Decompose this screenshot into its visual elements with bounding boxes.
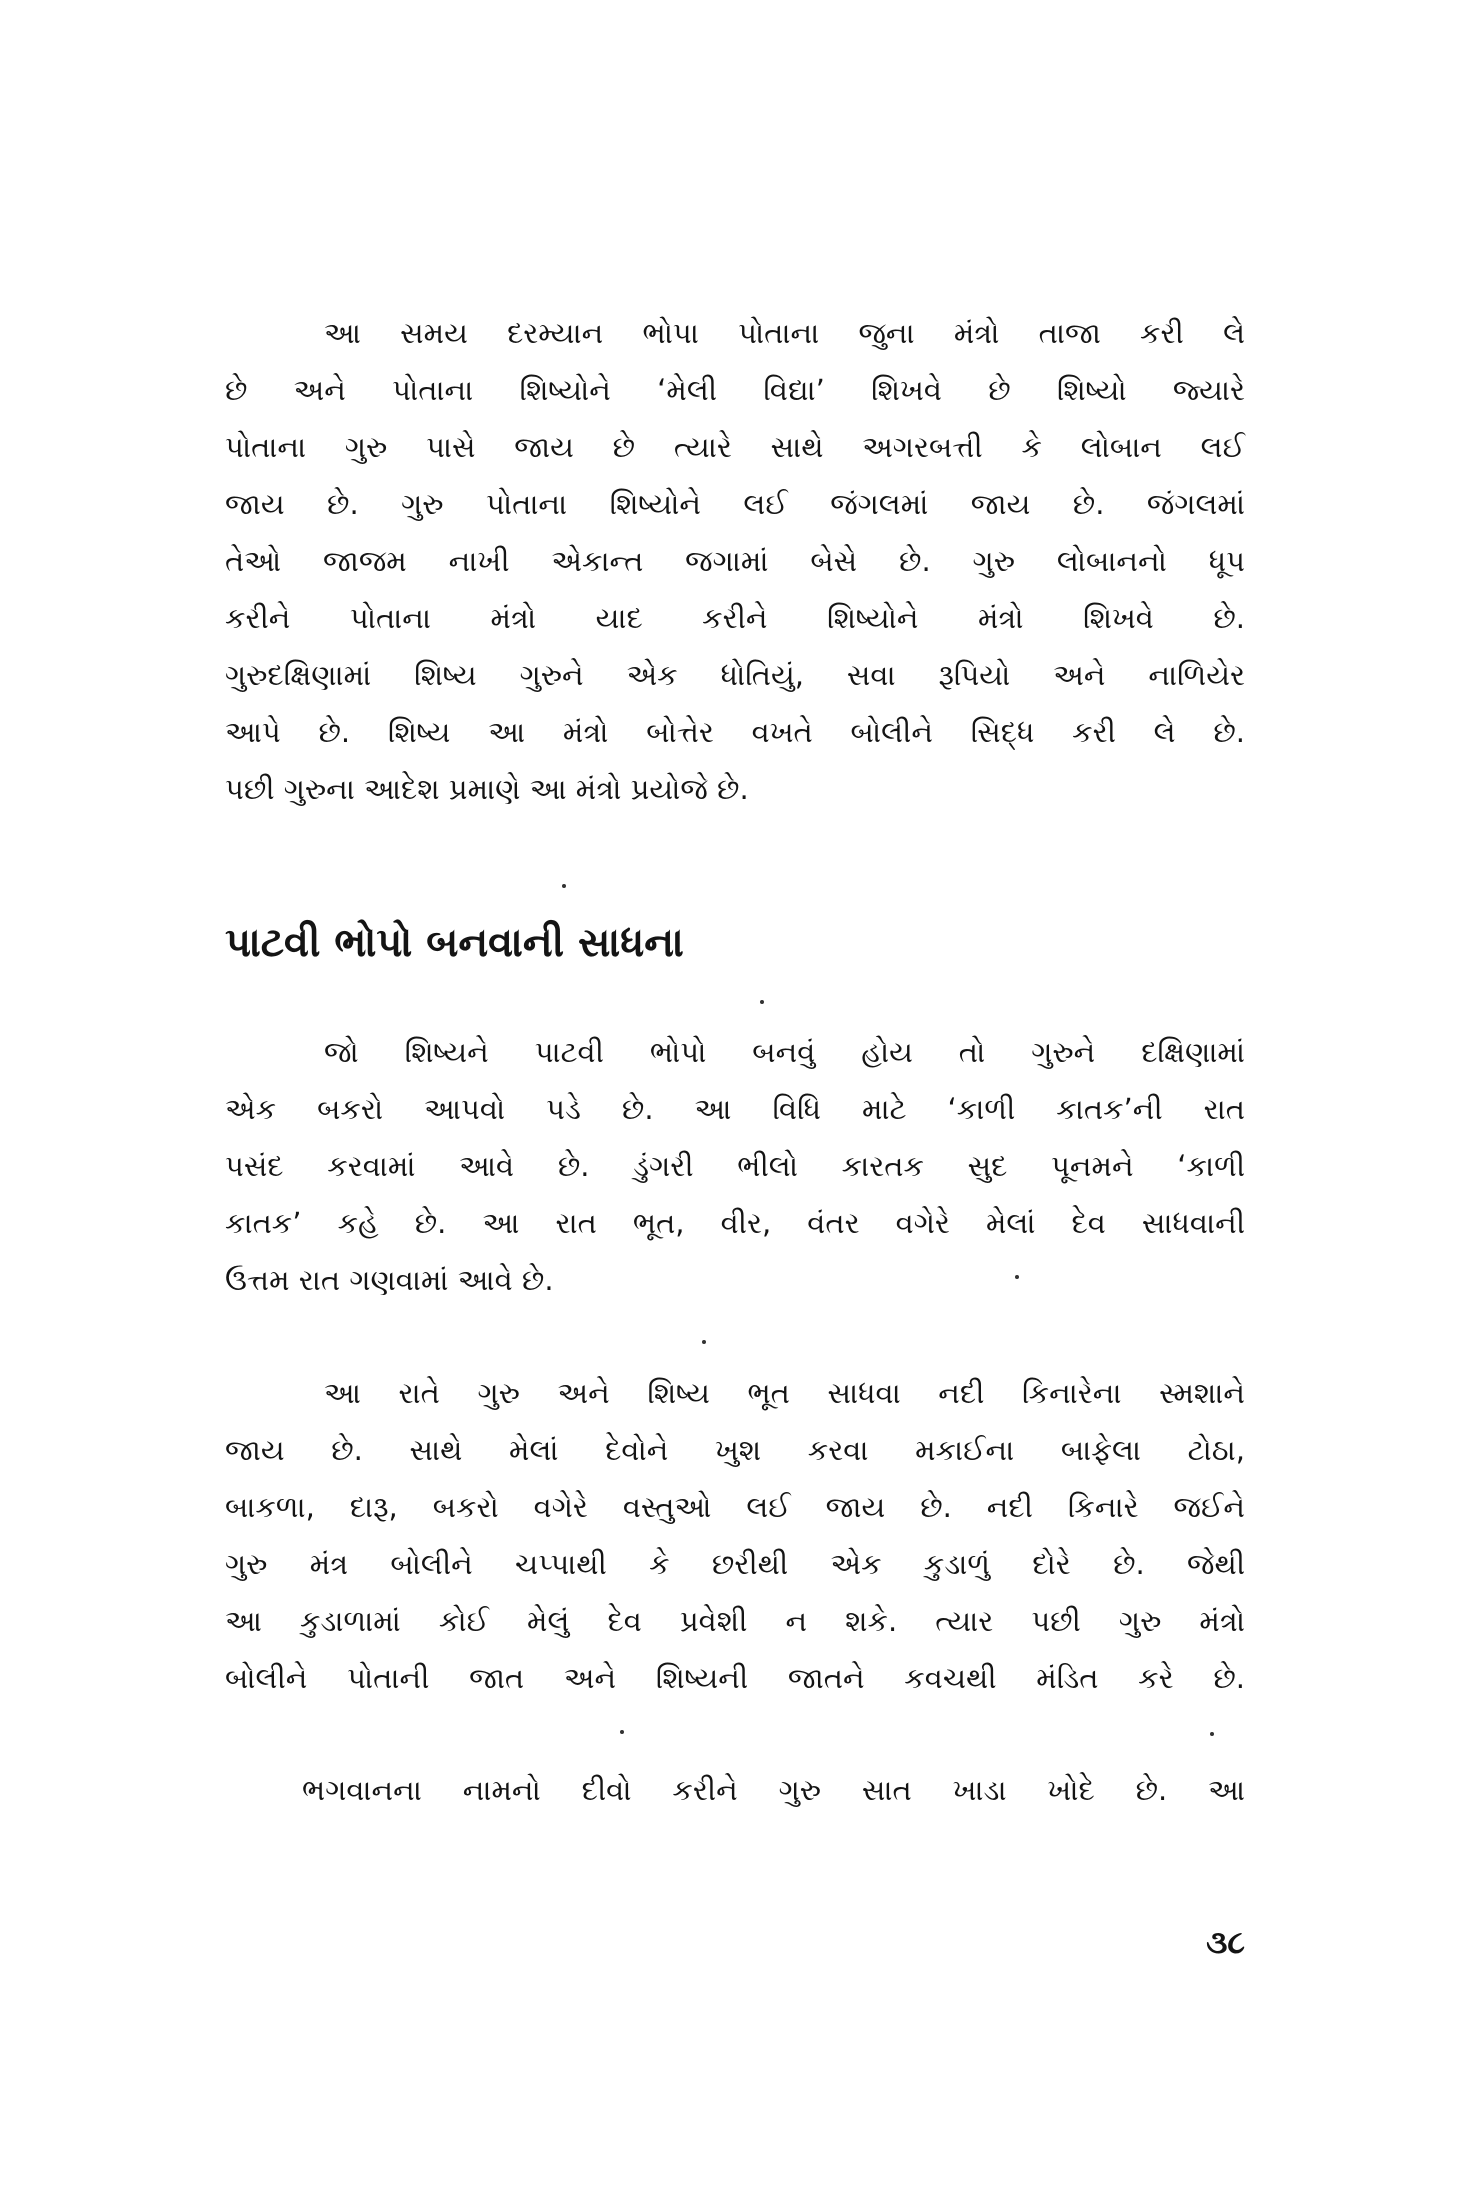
paragraph: [225, 1762, 1245, 1819]
paragraph-line: ઉત્તમ રાત ગણવામાં આવે છે.: [225, 1263, 554, 1297]
scan-speck: [1015, 1275, 1019, 1279]
scan-speck: [760, 1000, 764, 1004]
paragraph-line: બાકળા, દારૂ, બકરો વગેરે વસ્તુઓ લઈ જાય છે. નદી કિનારે જઈને: [225, 1490, 1245, 1524]
scan-speck: [1210, 1732, 1214, 1736]
paragraph-line: ગુરુ મંત્ર બોલીને ચપ્પાથી કે છરીથી એક કુડાળું દોરે છે. જેથી: [225, 1547, 1245, 1581]
paragraph-line: છે અને પોતાના શિષ્યોને ‘મેલી વિદ્યા’ શિખવે છે શિષ્યો જ્યારે: [225, 373, 1245, 407]
paragraph-line: ગુરુદક્ષિણામાં શિષ્ય ગુરુને એક ધોતિયું, સવા રૂપિયો અને નાળિયેર: [225, 658, 1245, 692]
paragraph-line: તેઓ જાજમ નાખી એકાન્ત જગામાં બેસે છે. ગુરુ લોબાનનો ધૂપ: [225, 544, 1245, 578]
paragraph-line: આ સમય દરમ્યાન ભોપા પોતાના જુના મંત્રો તાજા કરી લે: [324, 316, 1245, 350]
paragraph-line: આ રાતે ગુરુ અને શિષ્ય ભૂત સાધવા નદી કિનારેના સ્મશાને: [324, 1376, 1245, 1410]
paragraph-line: જાય છે. ગુરુ પોતાના શિષ્યોને લઈ જંગલમાં જાય છે. જંગલમાં: [225, 487, 1245, 521]
paragraph-line: પોતાના ગુરુ પાસે જાય છે ત્યારે સાથે અગરબત્તી કે લોબાન લઈ: [225, 430, 1245, 464]
page-number: ૩૮: [1206, 1923, 1245, 1961]
paragraph-line: પસંદ કરવામાં આવે છે. ડુંગરી ભીલો કારતક સુદ પૂનમને ‘કાળી: [225, 1149, 1245, 1183]
paragraph-line: જો શિષ્યને પાટવી ભોપો બનવું હોય તો ગુરુને દક્ષિણામાં: [324, 1035, 1245, 1069]
paragraph: [225, 305, 1245, 818]
paragraph: [225, 1365, 1245, 1707]
scan-speck: [702, 1340, 706, 1344]
scan-speck: [620, 1730, 624, 1734]
paragraph-line: કાતક’ કહે છે. આ રાત ભૂત, વીર, વંતર વગેરે મેલાં દેવ સાધવાની: [225, 1206, 1245, 1240]
paragraph-line: આપે છે. શિષ્ય આ મંત્રો બોત્તેર વખતે બોલીને સિદ્ધ કરી લે છે.: [225, 715, 1245, 749]
paragraph-line: ભગવાનના નામનો દીવો કરીને ગુરુ સાત ખાડા ખોદે છે. આ: [302, 1773, 1245, 1807]
section-heading: પાટવી ભોપો બનવાની સાધના: [225, 920, 684, 966]
paragraph: [225, 1024, 1245, 1309]
scan-speck: [562, 884, 566, 888]
paragraph-line: આ કુડાળામાં કોઈ મેલું દેવ પ્રવેશી ન શકે. ત્યાર પછી ગુરુ મંત્રો: [225, 1604, 1245, 1638]
paragraph-line: પછી ગુરુના આદેશ પ્રમાણે આ મંત્રો પ્રયોજે છે.: [225, 772, 749, 806]
paragraph-line: એક બકરો આપવો પડે છે. આ વિધિ માટે ‘કાળી કાતક’ની રાત: [225, 1092, 1245, 1126]
paragraph-line: બોલીને પોતાની જાત અને શિષ્યની જાતને કવચથી મંડિત કરે છે.: [225, 1661, 1245, 1695]
paragraph-line: જાય છે. સાથે મેલાં દેવોને ખુશ કરવા મકાઈના બાફેલા ટોઠા,: [225, 1433, 1245, 1467]
paragraph-line: કરીને પોતાના મંત્રો યાદ કરીને શિષ્યોને મંત્રો શિખવે છે.: [225, 601, 1245, 635]
